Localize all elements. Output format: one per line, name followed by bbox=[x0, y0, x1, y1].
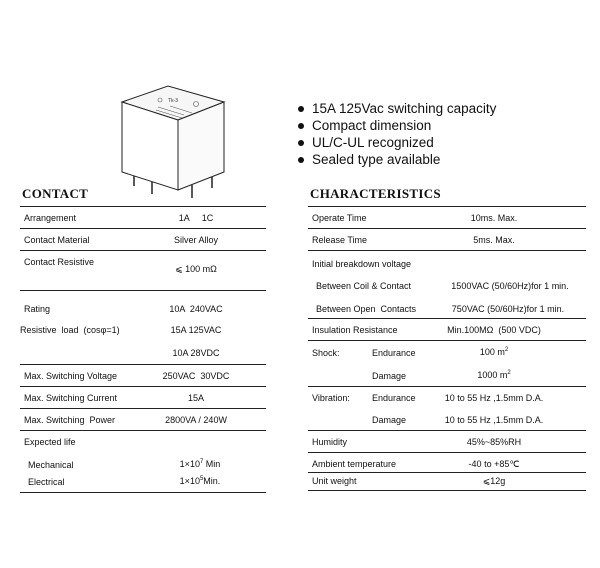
weight-value: ⩽12g bbox=[482, 476, 506, 486]
electrical-label: Electrical bbox=[28, 477, 65, 487]
mechanical-label: Mechanical bbox=[28, 460, 74, 470]
electrical-value bbox=[180, 476, 221, 487]
contact-heading: CONTACT bbox=[22, 186, 89, 201]
humidity-value: 45%~85%RH bbox=[466, 437, 522, 447]
material-value: Silver Alloy bbox=[173, 235, 219, 245]
feature-text: Sealed type available bbox=[312, 152, 441, 167]
shock-label: Shock: bbox=[312, 348, 340, 358]
electrical-base: 1×10 bbox=[179, 476, 200, 486]
ambient-value: -40 to +85℃ bbox=[468, 459, 520, 469]
divider bbox=[308, 250, 586, 251]
relay-label: Tk-3 bbox=[168, 98, 178, 104]
release-value: 5ms. Max. bbox=[473, 235, 515, 245]
bullet-icon bbox=[298, 140, 304, 146]
max-current-label: Max. Switching Current bbox=[24, 393, 118, 403]
divider bbox=[308, 452, 586, 453]
divider bbox=[20, 364, 266, 365]
open-contacts-label: Between Open Contacts bbox=[316, 304, 417, 314]
divider bbox=[308, 340, 586, 341]
material-label: Contact Material bbox=[24, 235, 90, 245]
max-power-label: Max. Switching Power bbox=[24, 415, 116, 425]
max-voltage-value: 250VAC 30VDC bbox=[162, 371, 230, 381]
resistive-load-label: Resistive load (cosφ=1) bbox=[20, 325, 120, 335]
rating-label: Rating bbox=[24, 304, 51, 314]
resistive-label: Contact Resistive bbox=[24, 257, 95, 267]
coil-contact-value: 1500VAC (50/60Hz)for 1 min. bbox=[451, 281, 569, 291]
mechanical-unit: Min bbox=[203, 459, 221, 469]
arrangement-value: 1A 1C bbox=[178, 213, 214, 223]
release-label: Release Time bbox=[312, 235, 368, 245]
vibration-damage-label: Damage bbox=[372, 415, 407, 425]
max-voltage-label: Max. Switching Voltage bbox=[24, 371, 118, 381]
feature-item bbox=[298, 151, 496, 168]
resistive-value: ⩽ 100 mΩ bbox=[175, 264, 217, 274]
bullet-icon bbox=[298, 123, 304, 129]
max-power-value: 2800VA / 240W bbox=[165, 415, 227, 425]
shock-endurance-value bbox=[480, 347, 508, 358]
open-contacts-value: 750VAC (50/60Hz)for 1 min. bbox=[451, 304, 565, 314]
feature-item bbox=[298, 117, 496, 134]
shock-damage-value bbox=[477, 370, 510, 381]
characteristics-heading: CHARACTERISTICS bbox=[310, 186, 441, 201]
divider bbox=[20, 228, 266, 229]
vibration-endurance-value: 10 to 55 Hz ,1.5mm D.A. bbox=[444, 393, 544, 403]
insulation-value: Min.100MΩ (500 VDC) bbox=[447, 325, 541, 335]
rating-value-3: 10A 28VDC bbox=[172, 348, 220, 358]
divider bbox=[308, 430, 586, 431]
mechanical-base: 1×10 bbox=[179, 459, 200, 469]
ambient-label: Ambient temperature bbox=[312, 459, 397, 469]
rating-value-1: 10A 240VAC bbox=[169, 304, 223, 314]
vibration-endurance-label: Endurance bbox=[372, 393, 416, 403]
shock-endurance-label: Endurance bbox=[372, 348, 416, 358]
divider bbox=[308, 206, 586, 207]
shock-endurance-base: 100 m bbox=[479, 347, 505, 357]
vibration-label: Vibration: bbox=[312, 393, 350, 403]
shock-damage-exp: 2 bbox=[507, 370, 511, 376]
shock-endurance-exp: 2 bbox=[504, 347, 509, 353]
humidity-label: Humidity bbox=[312, 437, 348, 447]
divider bbox=[20, 408, 266, 409]
feature-text: UL/C-UL recognized bbox=[312, 135, 434, 150]
bullet-icon bbox=[298, 157, 304, 163]
feature-item bbox=[298, 134, 496, 151]
mechanical-exp: 7 bbox=[199, 459, 204, 465]
coil-contact-label: Between Coil & Contact bbox=[316, 281, 412, 291]
relay-image bbox=[112, 80, 232, 202]
expected-life-label: Expected life bbox=[24, 437, 76, 447]
max-current-value: 15A bbox=[187, 393, 205, 403]
divider bbox=[308, 318, 586, 319]
bullet-icon bbox=[298, 106, 304, 112]
insulation-label: Insulation Resistance bbox=[312, 325, 398, 335]
breakdown-label: Initial breakdown voltage bbox=[312, 259, 412, 269]
feature-item bbox=[298, 100, 496, 117]
divider bbox=[20, 206, 266, 207]
divider bbox=[20, 492, 266, 493]
feature-text: 15A 125Vac switching capacity bbox=[312, 101, 497, 116]
divider bbox=[308, 228, 586, 229]
divider bbox=[20, 290, 266, 291]
arrangement-label: Arrangement bbox=[24, 213, 77, 223]
electrical-exp: 5 bbox=[199, 476, 204, 482]
operate-label: Operate Time bbox=[312, 213, 367, 223]
divider bbox=[20, 386, 266, 387]
electrical-unit: Min. bbox=[203, 476, 221, 486]
shock-damage-label: Damage bbox=[372, 371, 407, 381]
mechanical-value bbox=[180, 459, 221, 470]
vibration-damage-value: 10 to 55 Hz ,1.5mm D.A. bbox=[444, 415, 544, 425]
feature-text: Compact dimension bbox=[312, 118, 432, 133]
weight-label: Unit weight bbox=[312, 476, 357, 486]
divider bbox=[308, 472, 586, 473]
feature-list bbox=[298, 100, 496, 168]
rating-value-2: 15A 125VAC bbox=[170, 325, 222, 335]
divider bbox=[20, 250, 266, 251]
operate-value: 10ms. Max. bbox=[470, 213, 518, 223]
divider bbox=[308, 386, 586, 387]
shock-damage-base: 1000 m bbox=[477, 370, 508, 380]
divider bbox=[20, 430, 266, 431]
divider bbox=[308, 490, 586, 491]
